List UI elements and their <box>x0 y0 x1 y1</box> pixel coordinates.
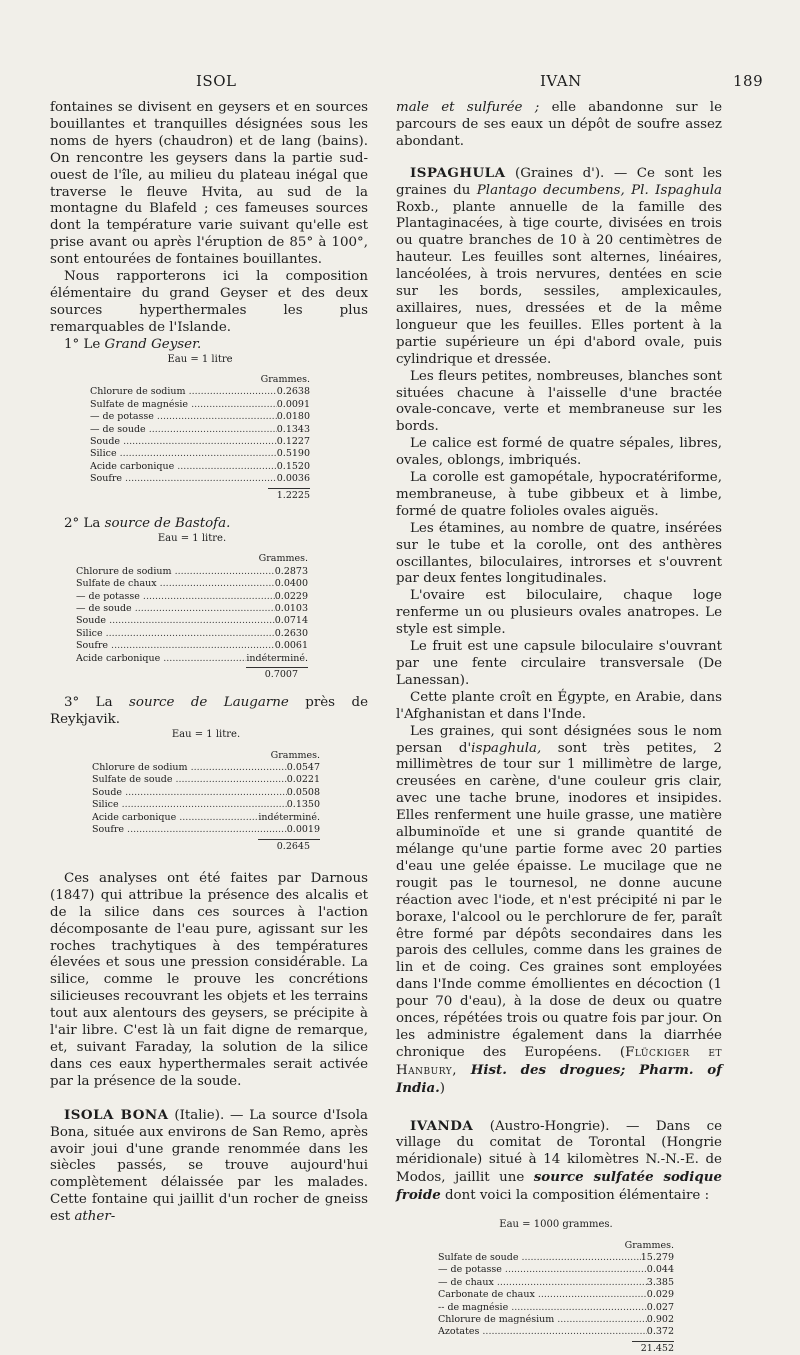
table-row <box>76 615 308 627</box>
compound-value: 0.0180 <box>276 411 310 423</box>
compound-name: Chlorure de sodium ..... <box>92 762 287 774</box>
compound-value: 0.0103 <box>274 603 308 614</box>
compound-value: 15.279 <box>640 1251 674 1263</box>
compound-name: Chlorure de sodium ..... <box>76 566 275 578</box>
header-left: ISOL <box>196 72 237 90</box>
paragraph: Ces analyses ont été faites par Darnous (1847) qui attribue la présence des alcalis et de la silice dans ces sources à l'action décomposante de l'eau pure, agissant sur les roches trachytiques à des températures élevées et sous une pression considérable. La silice, comme le prouve les concrétions silicieuses recouvrant les objets et les terrains tout aux alentours des geysers, se précipite à l'air libre. C'est là un fait digne de remarque, et, suivant Faraday, la solution de la silice dans ces eaux hyperthermales serait activée par la présence de la soude. <box>50 870 368 1089</box>
paragraph: L'ovaire est biloculaire, chaque loge renferme un ou plusieurs ovales anatropes. Le style est simple. <box>396 588 722 638</box>
table-row <box>438 1302 674 1314</box>
table-row <box>438 1326 674 1338</box>
compound-name: Azotates ..... <box>438 1326 647 1338</box>
compound-value: indéterminé. <box>246 652 308 664</box>
table-row <box>438 1289 674 1301</box>
compound-value: 0.0508 <box>286 786 320 798</box>
compound-value: 0.0221 <box>286 774 320 786</box>
table-row <box>76 578 308 590</box>
compound-value: 0.2873 <box>274 565 308 577</box>
table-row <box>90 448 310 460</box>
compound-value: 3.385 <box>646 1276 674 1288</box>
compound-value: 0.0400 <box>274 578 308 590</box>
compound-name: Soude ..... <box>92 787 287 799</box>
section-heading: 2° La source de Bastofa. <box>64 516 231 532</box>
table-row <box>92 812 320 824</box>
compound-name: Chlorure de magnésium ..... <box>438 1314 647 1326</box>
paragraph: Les fleurs petites, nombreuses, blanches sont situées chacune à l'aisselle d'une bractée ovale-concave, verte et membraneuse sur les bords. <box>396 368 722 435</box>
compound-name: — de potasse ..... <box>438 1264 647 1276</box>
compound-value: 0.0019 <box>286 824 320 836</box>
table-row <box>438 1264 674 1276</box>
paragraph: La corolle est gamopétale, hypocratériforme, membraneuse, à tube gibbeux et à limbe, formé de quatre folioles ovales aiguës. <box>396 470 722 519</box>
compound-name: — de chaux ..... <box>438 1277 647 1289</box>
composition-table: Eau = 1000 grammes. Grammes. Sulfate de soude ..... 15.279 — de potasse ..... 0.044 — de chaux ..... 3.385 Carbonate de chaux ..... 0.029 -- de magnésie ..... 0.027 Chlorure de magnésium ..... 0.902 Azotates ..... 0.372 21.452 <box>438 1219 674 1355</box>
compound-name: Soude ..... <box>90 436 277 448</box>
compound-name: Silice ..... <box>76 628 275 640</box>
compound-value: 0.902 <box>646 1313 674 1325</box>
compound-name: Carbonate de chaux ..... <box>438 1289 647 1301</box>
right-column <box>396 100 722 1355</box>
table-row <box>90 399 310 411</box>
compound-value: 0.5190 <box>276 448 310 460</box>
composition-table: Eau = 1 litre. Grammes. Chlorure de sodium ..... 0.0547 Sulfate de soude ..... 0.0221 Soude ..... 0.0508 Silice ..... 0.1350 Acide carbonique ..... indéterminé. Soufre ..... 0.0019 0.2645 <box>92 729 320 853</box>
table-row <box>90 473 310 485</box>
compound-value: 0.0036 <box>276 473 310 485</box>
composition-table: Eau = 1 litre. Grammes. Chlorure de sodium ..... 0.2873 Sulfate de chaux ..... 0.0400 — de potasse ..... 0.0229 — de soude ..... 0.0103 Soude ..... 0.0714 Silice ..... 0.2630 Soufre ..... 0.0061 Acide carbonique ..... indéterminé. 0.7007 <box>76 533 308 681</box>
paragraph: fontaines se divisent en geysers et en sources bouillantes et tranquilles désignées sous les noms de hyers (chaudron) et de lang (bains). On rencontre les geysers dans la partie sud-ouest de l'île, au milieu du plateau inégal que traverse le fleuve Hvita, au sud de la montagne du Blafeld ; ces fameuses sources dont la température varie suivant qu'elle est prise avant ou après l'éruption de 85° à 100°, sont entourées de fontaines bouillantes. <box>50 100 368 268</box>
compound-value: 0.029 <box>646 1289 674 1301</box>
compound-name: Silice ..... <box>92 799 287 811</box>
paragraph: Le calice est formé de quatre sépales, libres, ovales, oblongs, imbriqués. <box>396 436 722 469</box>
table-row <box>438 1252 674 1264</box>
compound-name: Soufre ..... <box>92 824 287 836</box>
compound-value: indéterminé. <box>258 811 320 823</box>
compound-value: 0.027 <box>646 1301 674 1313</box>
compound-name: Chlorure de sodium ..... <box>90 386 277 398</box>
table-row <box>90 424 310 436</box>
table-row <box>438 1314 674 1326</box>
paragraph: Nous rapporterons ici la composition élémentaire du grand Geyser et des deux sources hyperthermales les plus remarquables de l'Islande. <box>50 269 368 335</box>
table-row <box>90 461 310 473</box>
entry-ispaghula: ISPAGHULA (Graines d'). — Ce sont les graines du Plantago decumbens, Pl. Ispaghula Roxb., plante annuelle de la famille des Plantaginacées, à tige courte, divisées en trois ou quatre branches de 10 à 20 centimètres de hauteur. Les feuilles sont alternes, linéaires, lancéolées, à trois nervures, dentées en scie sur les bords, sessiles, amplexicaules, axillaires, nues, dressées et de la même longueur que les feuilles. Elles portent à la partie supérieure un épi d'abord ovale, puis cylindrique et dressée. <box>396 164 722 367</box>
paragraph: Les graines, qui sont désignées sous le nom persan d'ispaghula, sont très petites, 2 millimètres de tour sur 1 millimètre de large, creusées en carène, d'une couleur gris clair, avec une tache brune, inodores et insipides. Elles renferment une huile grasse, une matière albuminoïde et une si grande quantité de mélange qu'une partie forme avec 20 parties d'eau une gelée épaisse. Le mucilage que ne rougit pas le tournesol, ne donne aucune réaction avec l'iode, et n'est précipité ni par le boraxe, l'alcool ou le perchlorure de fer, paraît être formé par dépôts secondaires dans les parois des cellules, comme dans les graines de lin et de coing. Ces graines sont employées dans l'Inde comme émollientes en décoction (1 pour 70 d'eau), à la dose de deux ou quatre onces, répétées trois ou quatre fois par jour. On les administre également dans la diarrhée chronique des Européens. (Flückiger et Hanbury, Hist. des drogues; Pharm. of India.) <box>396 723 723 1096</box>
table-row <box>76 653 308 665</box>
compound-name: — de soude ..... <box>76 603 275 615</box>
composition-table: Eau = 1 litre Grammes. Chlorure de sodium ..... 0.2638 Sulfate de magnésie ..... 0.0091 — de potasse ..... 0.0180 — de soude ..... 0.1343 Soude ..... 0.1227 Silice ..... 0.5190 Acide carbonique ..... 0.1520 Soufre ..... 0.0036 1.2225 <box>90 354 310 502</box>
table-row <box>76 640 308 652</box>
paragraph: Les étamines, au nombre de quatre, insérées sur le tube et la corolle, ont des anthères oscillantes, biloculaires, introrses et s'ouvrent par deux fentes longitudinales. <box>396 520 722 587</box>
table-row <box>76 628 308 640</box>
compound-value: 0.1350 <box>286 799 320 811</box>
left-column <box>50 100 368 1226</box>
compound-name: Sulfate de soude ..... <box>438 1252 641 1264</box>
table-row <box>92 799 320 811</box>
table-row <box>90 386 310 398</box>
compound-value: 0.1520 <box>276 460 310 472</box>
compound-name: — de soude ..... <box>90 424 277 436</box>
paragraph: Le fruit est une capsule biloculaire s'ouvrant par une fente circulaire transversale (De Lanessan). <box>396 639 722 688</box>
compound-value: 0.0229 <box>274 590 308 602</box>
compound-value: 0.2630 <box>274 627 308 639</box>
compound-name: Sulfate de soude ..... <box>92 774 287 786</box>
table-row <box>76 591 308 603</box>
compound-name: — de potasse ..... <box>90 411 277 423</box>
compound-name: Sulfate de magnésie ..... <box>90 399 277 411</box>
compound-name: Acide carbonique ..... <box>92 812 258 824</box>
table-row <box>90 411 310 423</box>
compound-value: 0.0091 <box>276 398 310 410</box>
table-row <box>90 436 310 448</box>
page-number: 189 <box>733 72 764 90</box>
table-row <box>76 603 308 615</box>
compound-name: Acide carbonique ..... <box>90 461 277 473</box>
compound-value: 0.0714 <box>274 615 308 627</box>
entry-ivanda: IVANDA (Austro-Hongrie). — Dans ce village du comitat de Torontal (Hongrie méridionale) situé à 14 kilomètres N.-N.-E. de Modos, jaillit une source sulfatée sodique froide dont voici la composition élémentaire : <box>396 1117 723 1204</box>
compound-value: 0.1343 <box>276 423 310 435</box>
header-center: IVAN <box>540 72 582 90</box>
compound-name: Acide carbonique ..... <box>76 653 246 665</box>
table-row <box>76 566 308 578</box>
paragraph: male et sulfurée ; elle abandonne sur le parcours de ses eaux un dépôt de soufre assez abondant. <box>396 100 723 149</box>
section-heading: 3° La source de Laugarne près de Reykjavik. <box>50 695 369 728</box>
compound-name: Soufre ..... <box>76 640 275 652</box>
table-row <box>92 787 320 799</box>
compound-value: 0.0061 <box>274 640 308 652</box>
compound-value: 0.1227 <box>276 436 310 448</box>
table-row <box>438 1277 674 1289</box>
compound-name: Soufre ..... <box>90 473 277 485</box>
compound-name: Silice ..... <box>90 448 277 460</box>
compound-name: Soude ..... <box>76 615 275 627</box>
compound-value: 0.0547 <box>286 762 320 774</box>
compound-value: 0.372 <box>646 1326 674 1338</box>
compound-value: 0.2638 <box>276 386 310 398</box>
compound-name: Sulfate de chaux ..... <box>76 578 275 590</box>
compound-name: — de potasse ..... <box>76 591 275 603</box>
compound-name: -- de magnésie ..... <box>438 1302 647 1314</box>
compound-value: 0.044 <box>646 1264 674 1276</box>
paragraph: Cette plante croît en Égypte, en Arabie, dans l'Afghanistan et dans l'Inde. <box>396 689 722 722</box>
table-row <box>92 774 320 786</box>
section-heading: 1° Le Grand Geyser. <box>64 336 202 352</box>
table-row <box>92 762 320 774</box>
entry-isola-bona: ISOLA BONA (Italie). — La source d'Isola Bona, située aux environs de San Remo, après avoir joui d'une grande renommée dans les siècles passés, se trouve aujourd'hui complètement délaissée par les malades. Cette fontaine qui jaillit d'un rocher de gneiss est ather- <box>50 1106 368 1225</box>
table-row <box>92 824 320 836</box>
